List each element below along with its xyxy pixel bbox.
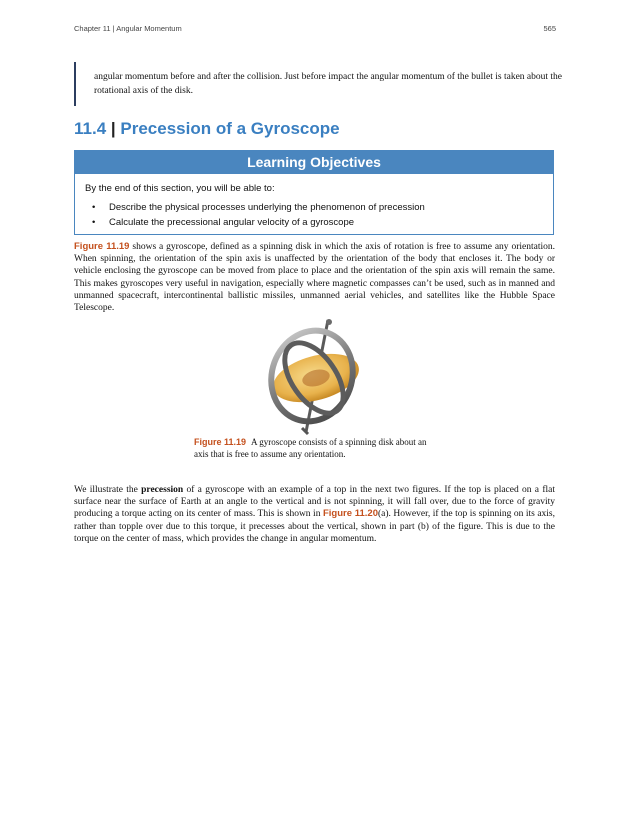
paragraph-text: shows a gyroscope, defined as a spinning disk in which the axis of rotation is free to assume any orientation. When spinning, the orientation of the spin axis is unaffected by the orientation of the body that encloses it. The body or vehicle enclosing the gyroscope can be moved from place to place and the orientation of the spin axis will remain the same. This makes gyroscopes very useful in navigation, especially where magnetic compasses can’t be used, such as in manned and unmanned spacecraft, intercontinental ballistic missiles, unmanned aerial vehicles, and satellites like the Hubble Space Telescope.	[74, 242, 556, 314]
section-title: Precession of a Gyroscope	[120, 119, 340, 138]
section-separator: |	[110, 119, 116, 138]
learning-objectives-intro: By the end of this section, you will be able to:	[85, 183, 275, 194]
figure-label: Figure 11.19	[194, 437, 247, 447]
continued-example-text: angular momentum before and after the collision. Just before impact the angular momentum of the bullet is taken about the rotational axis of the disk.	[94, 72, 563, 96]
figure-caption	[194, 436, 434, 460]
figure-link[interactable]: Figure 11.19	[74, 241, 130, 252]
objective-item: • Calculate the precessional angular velocity of a gyroscope	[85, 217, 543, 229]
objective-item: • Describe the physical processes underlying the phenomenon of precession	[85, 202, 543, 214]
page-number: 565	[543, 24, 556, 33]
key-term-precession: precession	[141, 485, 184, 495]
continued-example-block	[74, 62, 564, 106]
page-header	[74, 24, 556, 33]
caption-text: A gyroscope consists of a spinning disk about an axis that is free to assume any orientation.	[194, 437, 427, 459]
body-paragraph-2	[74, 484, 555, 545]
body-paragraph-1	[74, 241, 555, 314]
learning-objectives-heading: Learning Objectives	[75, 151, 553, 174]
learning-objectives-box	[74, 150, 554, 235]
chapter-title: Chapter 11 | Angular Momentum	[74, 24, 182, 33]
gyroscope-illustration	[262, 318, 366, 436]
section-number: 11.4	[74, 119, 107, 138]
learning-objectives-list	[85, 202, 543, 229]
paragraph-text: We illustrate the	[74, 485, 142, 495]
figure-link[interactable]: Figure 11.20	[322, 508, 378, 520]
section-heading	[74, 119, 340, 139]
gyroscope-figure	[262, 318, 366, 436]
learning-objectives-body	[75, 174, 553, 234]
paragraph-text: of a gyroscope with an example of a top in the next two figures. If the top is placed on a flat surface near the surface of Earth at an angle to the vertical and is not spinning, it will fall over, due to the force of gravity producing a torque acting on its center of mass. This is shown in	[74, 485, 555, 520]
paragraph-text: (a). However, if the top is spinning on its axis, rather than topple over due to this torque, it precesses about the vertical, shown in part (b) of the figure. This is due to the torque on the center of mass, which provides the change in angular momentum.	[74, 509, 556, 544]
